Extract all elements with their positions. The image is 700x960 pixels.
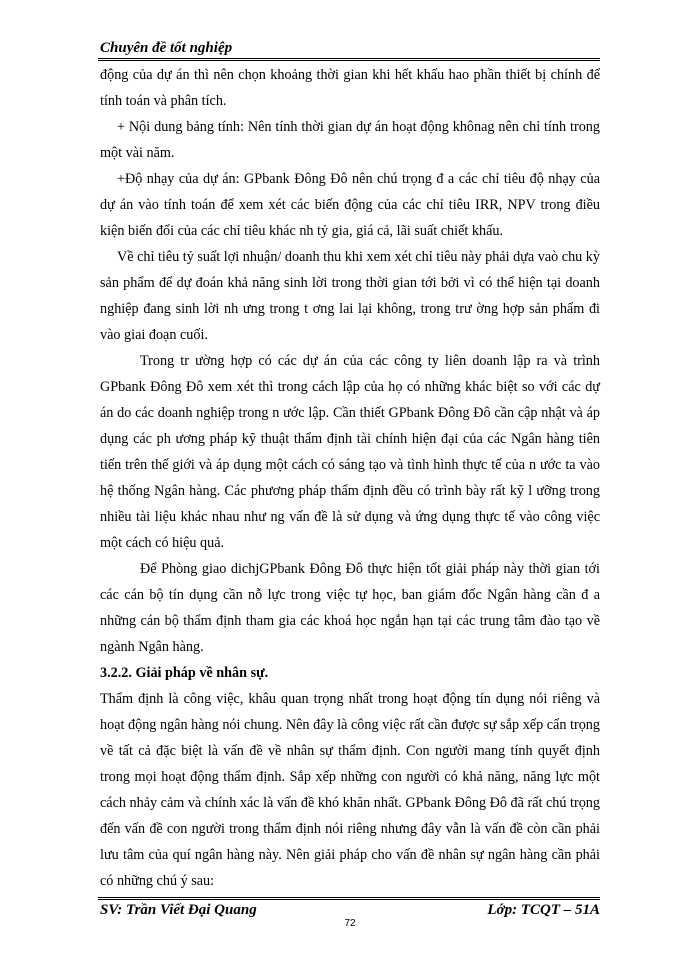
footer-student-name: SV: Trần Viết Đại Quang [100, 902, 257, 918]
paragraph-personnel: Thẩm định là công việc, khâu quan trọng nhất trong hoạt động tín dụng nói riêng và hoạt động ngân hàng nói chung. Nên đây là công việc rất cần được sự sắp xếp cẩn trọng về tất cả đặc biệt là vấn đề về nhân sự thẩm định. Con người mang tính quyết định trong mọi hoạt động thẩm định. Sắp xếp những con người có khả năng, năng lực một cách nhảy cảm và chính xác là vấn đề khó khăn nhất. GPbank Đông Đô đã rất chú trọng đến vấn đề con người trong thẩm định nói riêng nhưng đây vẫn là vấn đề còn cần phải lưu tâm của quí ngân hàng này. Nên giải pháp cho vấn đề nhân sự ngân hàng cần phải có những chú ý sau: [100, 691, 600, 889]
section-heading: 3.2.2. Giải pháp về nhân sự. [100, 665, 269, 681]
header-rule-double [98, 60, 600, 61]
page-number: 72 [344, 918, 356, 929]
paragraph-joint-venture: Trong tr ường hợp có các dự án của các công ty liên doanh lập ra và trình GPbank Đông Đô xem xét thì trong cách lập của họ có những khác biệt so với các dự án do các doanh nghiệp trong n ước lập. Cần thiết GPbank Đông Đô cần cập nhật và áp dụng các ph ương pháp kỹ thuật thẩm định tài chính hiện đại của các Ngân hàng tiên tiến trên thế giới và áp dụng một cách có sáng tạo và tình hình thực tế của n ước ta vào hệ thống Ngân hàng. Các phương pháp thẩm định đều có trình bày rất kỹ l ưỡng trong nhiều tài liệu khác nhau như ng vấn đề là sử dụng và ứng dụng thực tế vào công việc một cách có hiệu quả. [100, 353, 600, 551]
paragraph-table-content: + Nội dung bảng tính: Nên tính thời gian dự án hoạt động khônag nên chỉ tính trong một vài năm. [100, 119, 600, 161]
header-rule [98, 58, 600, 59]
paragraph-training: Để Phòng giao dichjGPbank Đông Đô thực hiện tốt giải pháp này thời gian tới các cán bộ tín dụng cần nỗ lực trong việc tự học, ban giám đốc Ngân hàng cần đ a những cán bộ thẩm định tham gia các khoá học ngắn hạn tại các trung tâm đào tạo về ngành Ngân hàng. [100, 561, 600, 655]
footer-rule-double [98, 899, 600, 900]
paragraph-continuation: động của dự án thì nên chọn khoảng thời gian khi hết khấu hao phần thiết bị chính để tính toán và phân tích. [100, 67, 600, 109]
paragraph-profit-ratio: Về chỉ tiêu tỷ suất lợi nhuận/ doanh thu khi xem xét chỉ tiêu này phải dựa vaò chu kỳ sản phẩm để dự đoán khả năng sinh lời trong thời gian tới bởi vì có thể hiện tại doanh nghiệp đang sinh lời nh ưng trong t ơng lai lại không, trong trư ờng hợp sản phẩm đi vào giai đoạn cuối. [100, 249, 600, 343]
page-header-title: Chuyên đề tốt nghiệp [100, 40, 233, 56]
footer-rule [98, 897, 600, 898]
footer-class: Lớp: TCQT – 51A [487, 902, 600, 918]
paragraph-sensitivity: +Độ nhạy của dự án: GPbank Đông Đô nên chú trọng đ a các chỉ tiêu độ nhạy của dự án vào tính toán để xem xét các biến động của các chỉ tiêu IRR, NPV trong điều kiện biến đổi của các chỉ tiêu khác nh tỷ gia, giá cả, lãi suất chiết khấu. [100, 171, 600, 239]
document-body [100, 62, 600, 894]
